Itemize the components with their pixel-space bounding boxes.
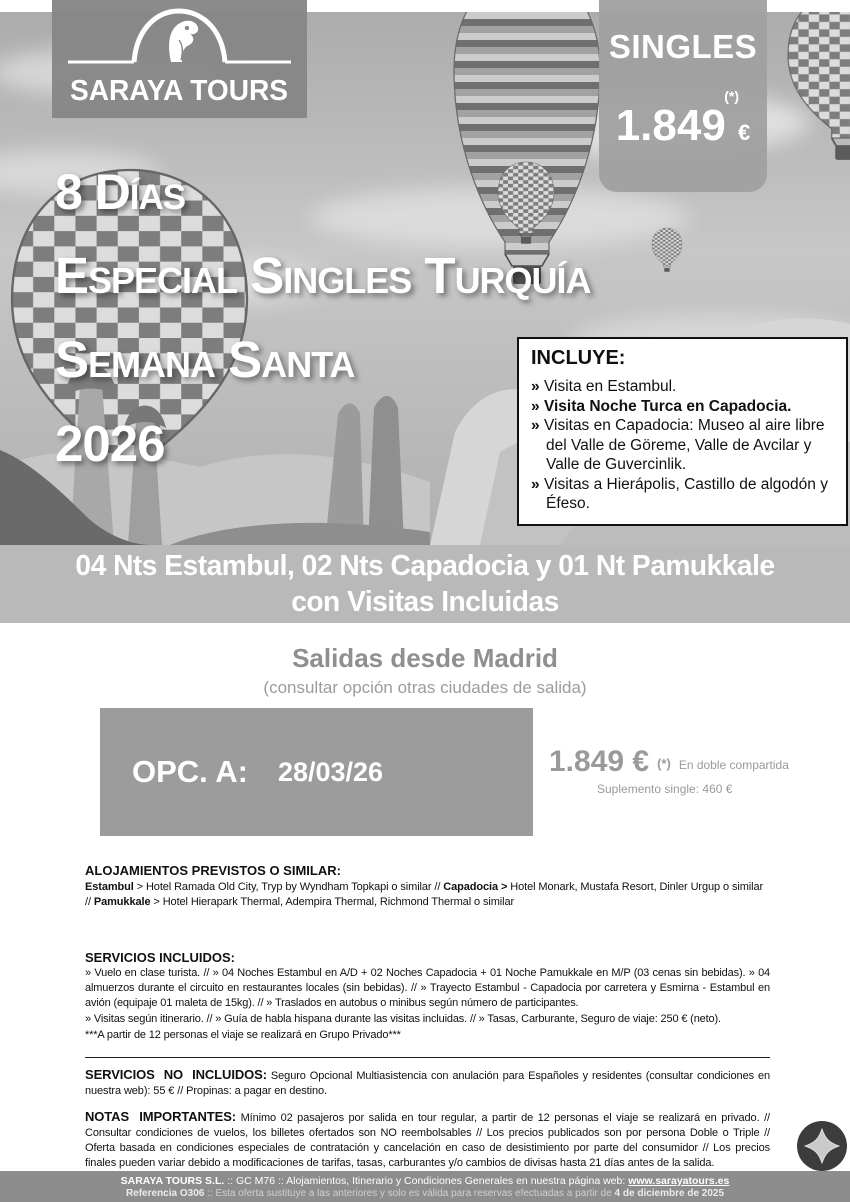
departures-section [0,623,850,698]
services-line: ***A partir de 12 personas el viaje se realizará en Grupo Privado*** [85,1028,401,1041]
brand-name: SARAYA TOURS [70,75,288,107]
badge-currency: € [738,120,751,145]
services-not-included-heading: SERVICIOS NO INCLUIDOS: [85,1066,267,1082]
badge-price-value: 1.849 [615,101,726,150]
services-included-body [85,966,770,1043]
four-point-star-badge-icon[interactable] [796,1120,848,1172]
footer-line-2: Referencia O306 :: Esta oferta sustituye a las anteriores y solo es válida para reservas efectuadas a partir de 4 de diciembre de 2025 [125,1188,725,1199]
title-line-year: 2026 [55,415,165,472]
incluye-box [517,337,848,526]
services-not-included-body: Seguro Opcional Multiasistencia con anulación para Españoles y residentes (consultar condiciones en nuestra web): 55 € // Propinas: a pagar en destino. [85,1069,770,1097]
brand-logo-box [52,0,307,118]
departures-title: Salidas desde Madrid [292,643,558,673]
price-note: En doble compartida [678,758,789,772]
footer-line-1 [0,1175,850,1187]
price-block [549,708,789,836]
price-footnote-mark: (*) [657,756,671,771]
price-value: 1.849 € [549,745,650,778]
details-content [85,863,770,1171]
incluye-item: » Visitas en Capadocia: Museo al aire libre del Valle de Göreme, Valle de Avcilar y Valle de Guvercinlik. [531,417,825,473]
single-supplement: Suplemento single: 460 € [597,782,733,796]
itinerary-banner [0,545,850,623]
singles-price-badge [599,0,767,192]
title-line-duration: 8 Días [55,164,186,220]
hero-section [0,0,850,545]
badge-price [599,101,767,153]
hero-title [55,150,591,486]
badge-label: SINGLES [608,28,758,65]
section-divider [85,1057,770,1058]
title-line-season: Semana Santa [55,331,355,388]
accommodations-body: Estambul > Hotel Ramada Old City, Tryp by Wyndham Topkapi o similar // Capadocia > Hotel Monark, Mustafa Resort, Dinler Urgup o similar // Pamukkale > Hotel Hierapark Thermal, Adempira Thermal, Richmond Thermal o similar [85,881,764,908]
important-notes-paragraph [85,1109,770,1171]
services-included-section [85,950,770,1043]
footer-legal-text: SARAYA TOURS S.L. :: GC M76 :: Alojamientos, Itinerario y Condiciones Generales en nuestra página web: [120,1175,629,1187]
option-a-date: 28/03/26 [277,756,384,787]
option-a-label: OPC. A: [132,754,248,789]
footer-bar [0,1171,850,1202]
badge-footnote-mark: (*) [724,88,739,104]
option-a-row [100,708,850,836]
option-a-box [100,708,533,836]
accommodations-heading: ALOJAMIENTOS PREVISTOS O SIMILAR: [85,863,341,878]
title-line-product: Especial Singles Turquía [55,247,591,304]
services-included-heading: SERVICIOS INCLUIDOS: [85,949,236,965]
incluye-item: » Visita Noche Turca en Capadocia. [531,397,792,415]
falcon-arch-logo-icon [52,0,307,118]
accommodations-section [85,863,770,910]
services-line: » Visitas según itinerario. // » Guía de habla hispana durante las visitas incluidas. // » Tasas, Carburante, Seguro de viaje: 250 € (neto). [85,1012,721,1025]
services-line: » Vuelo en clase turista. // » 04 Noches Estambul en A/D + 02 Noches Capadocia + 01 Noche Pamukkale en M/P (03 cenas sin bebidas). » 04 almuerzos durante el circuito en restaurantes locales (sin bebidas). // » Trayecto Estambul - Capadocia por carretera y Esmirna - Estambul en avión (equipaje 01 maleta de 15kg). // » Traslados en autobus o minibus según número de participantes. [85,966,770,1009]
incluye-heading: INCLUYE: [531,347,626,369]
banner-line-2: con Visitas Incluidas [291,586,559,618]
important-notes-body: Mínimo 02 pasajeros por salida en tour regular, a partir de 12 personas el viaje se realizará en privado. // Consultar condiciones de vuelos, los billetes ofertados son NO reembolsables // Los precios publicados son por persona Doble o Triple // Oferta basada en condiciones especiales de contratación y cancelación en caso de desistimiento por parte del consumidor // Los precios finales pueden variar debido a modificaciones de tarifas, tasas, carburantes y/o cambios de divisas hasta 21 días antes de la salida. [85,1111,770,1169]
banner-line-1: 04 Nts Estambul, 02 Nts Capadocia y 01 Nt Pamukkale [75,550,775,582]
incluye-item: » Visita en Estambul. [531,378,677,395]
important-notes-heading: NOTAS IMPORTANTES: [85,1108,237,1124]
services-not-included-paragraph [85,1067,770,1099]
departures-subtitle: (consultar opción otras ciudades de salida) [263,678,587,697]
website-link[interactable]: www.sarayatours.es [628,1175,730,1187]
incluye-list [531,377,836,514]
incluye-item: » Visitas a Hierápolis, Castillo de algodón y Éfeso. [531,475,828,512]
